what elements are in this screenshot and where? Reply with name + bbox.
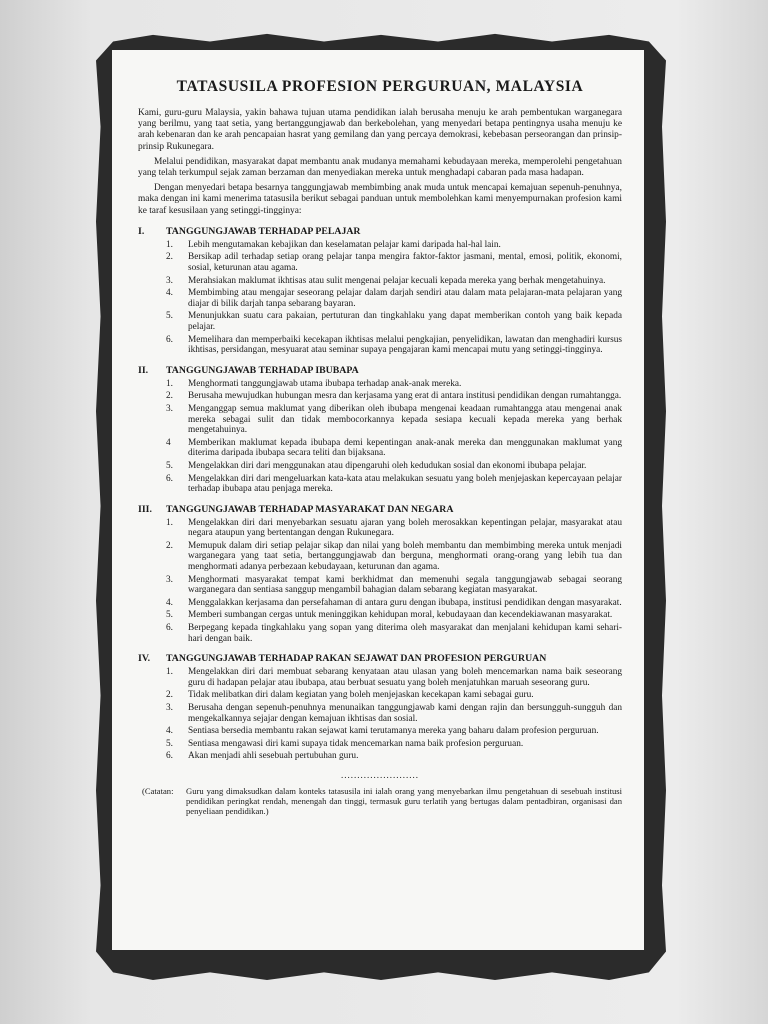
item-text: Berusaha mewujudkan hubungan mesra dan kerjasama yang erat di antara institusi pendidikan dengan rumahtangga.: [188, 391, 622, 402]
item-text: Sentiasa mengawasi diri kami supaya tidak mencemarkan nama baik profesion perguruan.: [188, 738, 524, 749]
section-title: TANGGUNGJAWAB TERHADAP PELAJAR: [166, 225, 361, 237]
list-item: [166, 690, 622, 701]
item-number: 3.: [166, 275, 173, 286]
list-item: [166, 623, 622, 644]
item-number: 3.: [166, 574, 173, 585]
item-text: Menghormati masyarakat tempat kami berkhidmat dan memenuhi segala tanggungjawab sebagai seorang warganegara dan sentiasa sanggup mengambil bahagian dalam sebarang kegiatan masyarakat.: [188, 574, 622, 596]
item-text: Sentiasa bersedia membantu rakan sejawat kami terutamanya mereka yang baharu dalam profesion perguruan.: [188, 726, 599, 737]
item-text: Akan menjadi ahli sesebuah pertubuhan guru.: [188, 751, 359, 762]
item-number: 5.: [166, 610, 173, 621]
list-item: [166, 276, 622, 287]
item-number: 6.: [166, 623, 173, 634]
item-text: Membimbing atau mengajar seseorang pelajar dalam darjah sendiri atau dalam mata pelajaran-mata pelajaran yang diajar di bilik darjah tanpa sebarang bayaran.: [188, 288, 622, 309]
list-item: [166, 739, 622, 750]
section-item-list: [138, 240, 622, 356]
list-item: [166, 610, 622, 621]
intro-paragraph-1: Kami, guru-guru Malaysia, yakin bahawa tujuan utama pendidikan ialah berusaha menuju ke arah pembentukan warganegara yang berilmu, yang taat setia, yang bertanggungjawab dan berkebolehan, yang menyedari betapa pentingnya usaha menuju ke arah kebenaran dan ke arah pencapaian hasrat yang gemilang dan yang percaya demokrasi, kebebasan perseorangan dan prinsip-prinsip Rukunegara.: [138, 108, 622, 152]
section: [138, 365, 622, 495]
item-text: Bersikap adil terhadap setiap orang pelajar tanpa mengira faktor-faktor jasmani, mental, emosi, politik, ekonomi, sosial, keturunan atau agama.: [188, 252, 622, 274]
item-text: Mengelakkan diri dari mengeluarkan kata-kata atau melakukan sesuatu yang boleh menjejaskan kepercayaan pelajar terhadap ibubapa atau penjaga mereka.: [188, 473, 622, 495]
item-text: Berusaha dengan sepenuh-penuhnya menunaikan tanggungjawab kami dengan rajin dan bersungguh-sungguh dan mengekalkannya sejajar dengan kemajuan ikhtisas dan sosial.: [188, 703, 622, 724]
footnote-label: (Catatan:: [142, 785, 174, 796]
item-text: Merahsiakan maklumat ikhtisas atau sulit mengenai pelajar kecuali kepada mereka yang berhak mengetahuinya.: [188, 275, 606, 286]
list-item: [166, 288, 622, 309]
item-number: 2.: [166, 252, 173, 263]
item-text: Lebih mengutamakan kebajikan dan keselamatan pelajar kami daripada hal-hal lain.: [188, 239, 501, 250]
item-text: Menganggap semua maklumat yang diberikan oleh ibubapa mengenai keadaan rumahtangga atau mengenai anak mereka sebagai sulit dan tidak membocorkannya kepada sesiapa kecuali kepada mereka yang berhak mengetahuinya.: [188, 403, 622, 436]
document-page: [112, 50, 644, 950]
item-number: 2.: [166, 690, 173, 701]
section-item-list: [138, 667, 622, 762]
section: [138, 226, 622, 356]
footnote-text: Guru yang dimaksudkan dalam konteks tatasusila ini ialah orang yang menyebarkan ilmu pengetahuan di sesebuah institusi pendidikan peringkat rendah, menengah dan tinggi, termasuk guru terlatih yang bertugas dalam pentadbiran, organisasi dan penyeliaan pendidikan.): [186, 785, 622, 816]
list-item: [166, 461, 622, 472]
item-text: Tidak melibatkan diri dalam kegiatan yang boleh menjejaskan kecekapan kami sebagai guru.: [188, 690, 534, 701]
item-number: 1.: [166, 239, 173, 250]
list-item: [166, 703, 622, 724]
item-text: Mengelakkan diri dari menyebarkan sesuatu ajaran yang boleh merosakkan kepentingan pelajar, masyarakat atau negara ataupun yang bertentangan dengan Rukunegara.: [188, 517, 622, 539]
list-item: [166, 575, 622, 596]
item-number: 6.: [166, 334, 173, 345]
section: [138, 504, 622, 645]
item-text: Mengelakkan diri dari membuat sebarang kenyataan atau ulasan yang boleh mencemarkan nama baik seseorang guru di hadapan pelajar atau ibubapa, atau berbuat sesuatu yang boleh menjatuhkan maruah seseorang guru.: [188, 667, 622, 688]
item-number: 1.: [166, 378, 173, 389]
item-number: 5.: [166, 738, 173, 749]
sections-container: [138, 226, 622, 762]
item-number: 4.: [166, 726, 173, 737]
footnote: [138, 786, 622, 816]
item-number: 4: [166, 437, 171, 448]
list-item: [166, 598, 622, 609]
item-text: Mengelakkan diri dari menggunakan atau dipengaruhi oleh kedudukan sosial dan ekonomi ibubapa pelajar.: [188, 460, 587, 471]
list-item: [166, 311, 622, 332]
list-item: [166, 252, 622, 273]
section-number: II.: [138, 364, 149, 376]
item-number: 3.: [166, 703, 173, 714]
list-item: [166, 240, 622, 251]
list-item: [166, 391, 622, 402]
list-item: [166, 751, 622, 762]
section-number: IV.: [138, 653, 151, 665]
section-heading: [138, 226, 622, 237]
section-title: TANGGUNGJAWAB TERHADAP RAKAN SEJAWAT DAN PROFESION PERGURUAN: [166, 653, 547, 665]
list-item: [166, 541, 622, 573]
section-heading: [138, 504, 622, 515]
section-heading: [138, 365, 622, 376]
section: [138, 653, 622, 762]
section-title: TANGGUNGJAWAB TERHADAP IBUBAPA: [166, 364, 359, 376]
item-text: Memberi sumbangan cergas untuk meninggikan kehidupan moral, kebudayaan dan kecendekiawanan masyarakat.: [188, 610, 613, 621]
item-number: 4.: [166, 597, 173, 608]
document-title: TATASUSILA PROFESION PERGURUAN, MALAYSIA: [176, 78, 584, 95]
item-text: Menunjukkan suatu cara pakaian, pertuturan dan tingkahlaku yang dapat memberikan contoh yang baik kepada pelajar.: [188, 311, 622, 332]
item-number: 6.: [166, 751, 173, 762]
section-title: TANGGUNGJAWAB TERHADAP MASYARAKAT DAN NEGARA: [166, 503, 454, 515]
item-number: 5.: [166, 460, 173, 471]
item-number: 1.: [166, 667, 173, 678]
item-number: 1.: [166, 517, 173, 528]
item-text: Menggalakkan kerjasama dan persefahaman di antara guru dengan ibubapa, institusi pendidikan dengan masyarakat.: [188, 597, 622, 608]
item-number: 5.: [166, 311, 173, 322]
list-item: [166, 379, 622, 390]
item-number: 3.: [166, 403, 173, 414]
section-item-list: [138, 518, 622, 645]
section-number: III.: [138, 503, 152, 515]
section-heading: [138, 653, 622, 664]
intro-paragraph-3: Dengan menyedari betapa besarnya tanggungjawab membimbing anak muda untuk mencapai kemajuan sepenuh-penuhnya, maka dengan ini kami menerima tatasusila berikut sebagai panduan untuk membolehkan kami menyempurnakan profesion kami ke taraf kesusilaan yang setinggi-tingginya:: [138, 183, 622, 216]
item-text: Menghormati tanggungjawab utama ibubapa terhadap anak-anak mereka.: [188, 378, 462, 389]
list-item: [166, 726, 622, 737]
intro-paragraph-2: Melalui pendidikan, masyarakat dapat membantu anak mudanya memahami kebudayaan mereka, memperolehi pengetahuan yang telah terkumpul sejak zaman berzaman dan menyediakan mereka untuk menghadapi cabaran pada masa hadapan.: [138, 156, 622, 179]
section-number: I.: [138, 225, 145, 237]
item-number: 4.: [166, 288, 173, 299]
list-item: [166, 474, 622, 495]
list-item: [166, 518, 622, 539]
list-item: [166, 404, 622, 436]
separator: ........................: [341, 769, 419, 780]
item-text: Memberikan maklumat kepada ibubapa demi kepentingan anak-anak mereka dan menggunakan maklumat yang diterima daripada ibubapa secara teliti dan bijaksana.: [188, 437, 622, 459]
section-item-list: [138, 379, 622, 495]
item-number: 2.: [166, 391, 173, 402]
item-number: 6.: [166, 473, 173, 484]
item-text: Memelihara dan memperbaiki kecekapan ikhtisas melalui pengkajian, penyelidikan, lawatan dan menghadiri kursus ikhtisas, persidangan, mesyuarat atau seminar supaya pengajaran kami mencapai mutu yang setinggi-tingginya.: [188, 334, 622, 356]
item-text: Memupuk dalam diri setiap pelajar sikap dan nilai yang boleh membantu dan membimbing mereka untuk menjadi warganegara yang taat setia, bertanggungjawab dan berguna, menghormati orang-orang yang lebih tua dan menghormati adanya perbezaan kebudayaan, keturunan dan agama.: [188, 540, 622, 573]
item-text: Berpegang kepada tingkahlaku yang sopan yang diterima oleh masyarakat dan menjalani kehidupan kami sehari-hari dengan baik.: [188, 623, 622, 644]
list-item: [166, 335, 622, 356]
item-number: 2.: [166, 540, 173, 551]
list-item: [166, 667, 622, 688]
list-item: [166, 438, 622, 459]
